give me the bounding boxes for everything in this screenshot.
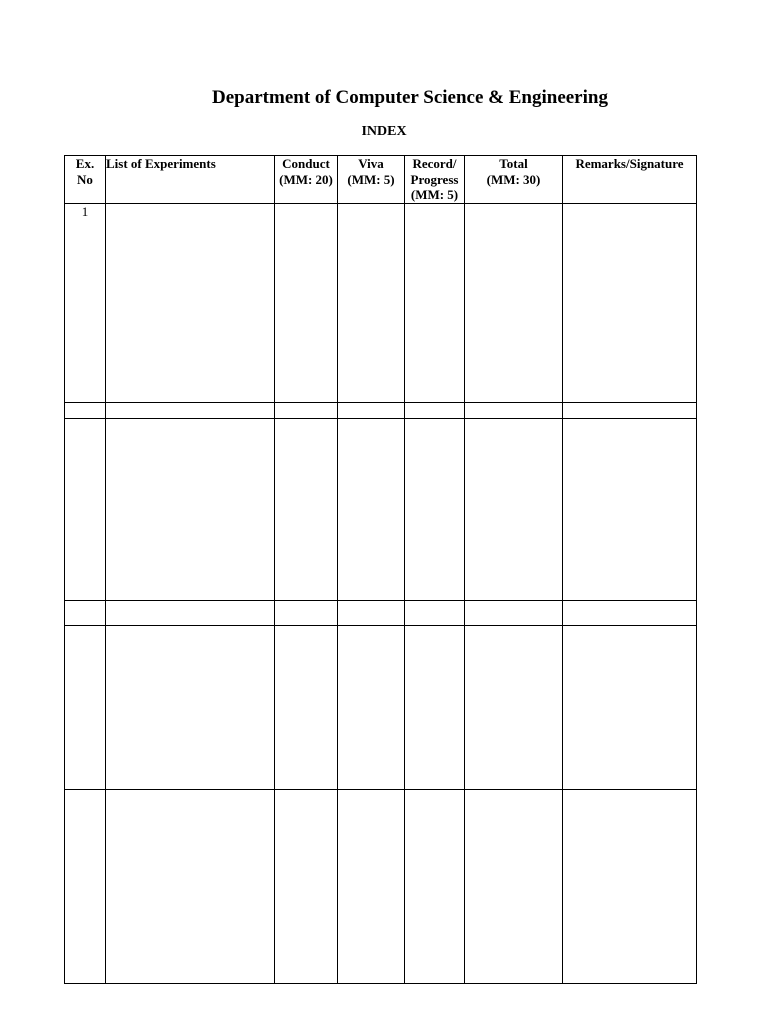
cell-remarks [563, 600, 697, 625]
cell-viva [338, 418, 405, 600]
cell-total [465, 789, 563, 983]
cell-viva [338, 402, 405, 418]
table-row [65, 600, 697, 625]
cell-experiment [106, 418, 275, 600]
header-total: Total (MM: 30) [465, 156, 563, 204]
cell-record [405, 203, 465, 402]
table-row [65, 203, 697, 402]
index-table [64, 155, 697, 984]
table-row [65, 789, 697, 983]
cell-remarks [563, 418, 697, 600]
cell-total [465, 600, 563, 625]
cell-remarks [563, 402, 697, 418]
header-list-of-experiments: List of Experiments [106, 156, 275, 204]
header-ex-no: Ex. No [65, 156, 106, 204]
cell-viva [338, 625, 405, 789]
cell-record [405, 625, 465, 789]
cell-experiment [106, 402, 275, 418]
cell-total [465, 625, 563, 789]
cell-experiment [106, 789, 275, 983]
cell-viva [338, 600, 405, 625]
cell-conduct [275, 418, 338, 600]
table-row [65, 625, 697, 789]
cell-conduct [275, 789, 338, 983]
cell-total [465, 418, 563, 600]
cell-record [405, 789, 465, 983]
cell-experiment [106, 203, 275, 402]
cell-ex-no [65, 625, 106, 789]
cell-viva [338, 789, 405, 983]
cell-record [405, 418, 465, 600]
page-subtitle: INDEX [361, 124, 407, 139]
header-viva: Viva (MM: 5) [338, 156, 405, 204]
cell-experiment [106, 600, 275, 625]
cell-remarks [563, 625, 697, 789]
cell-record [405, 402, 465, 418]
cell-remarks [563, 789, 697, 983]
cell-ex-no [65, 402, 106, 418]
cell-ex-no [65, 789, 106, 983]
header-remarks-signature: Remarks/Signature [563, 156, 697, 204]
page-title: Department of Computer Science & Engineering [212, 87, 608, 108]
table-header-row [65, 156, 697, 204]
cell-experiment [106, 625, 275, 789]
cell-ex-no: 1 [65, 203, 106, 402]
table-row [65, 402, 697, 418]
header-record-progress: Record/ Progress (MM: 5) [405, 156, 465, 204]
cell-conduct [275, 625, 338, 789]
table-row [65, 418, 697, 600]
cell-total [465, 402, 563, 418]
cell-conduct [275, 600, 338, 625]
header-conduct: Conduct (MM: 20) [275, 156, 338, 204]
cell-conduct [275, 203, 338, 402]
cell-remarks [563, 203, 697, 402]
cell-record [405, 600, 465, 625]
cell-conduct [275, 402, 338, 418]
cell-viva [338, 203, 405, 402]
cell-total [465, 203, 563, 402]
cell-ex-no [65, 600, 106, 625]
cell-ex-no [65, 418, 106, 600]
